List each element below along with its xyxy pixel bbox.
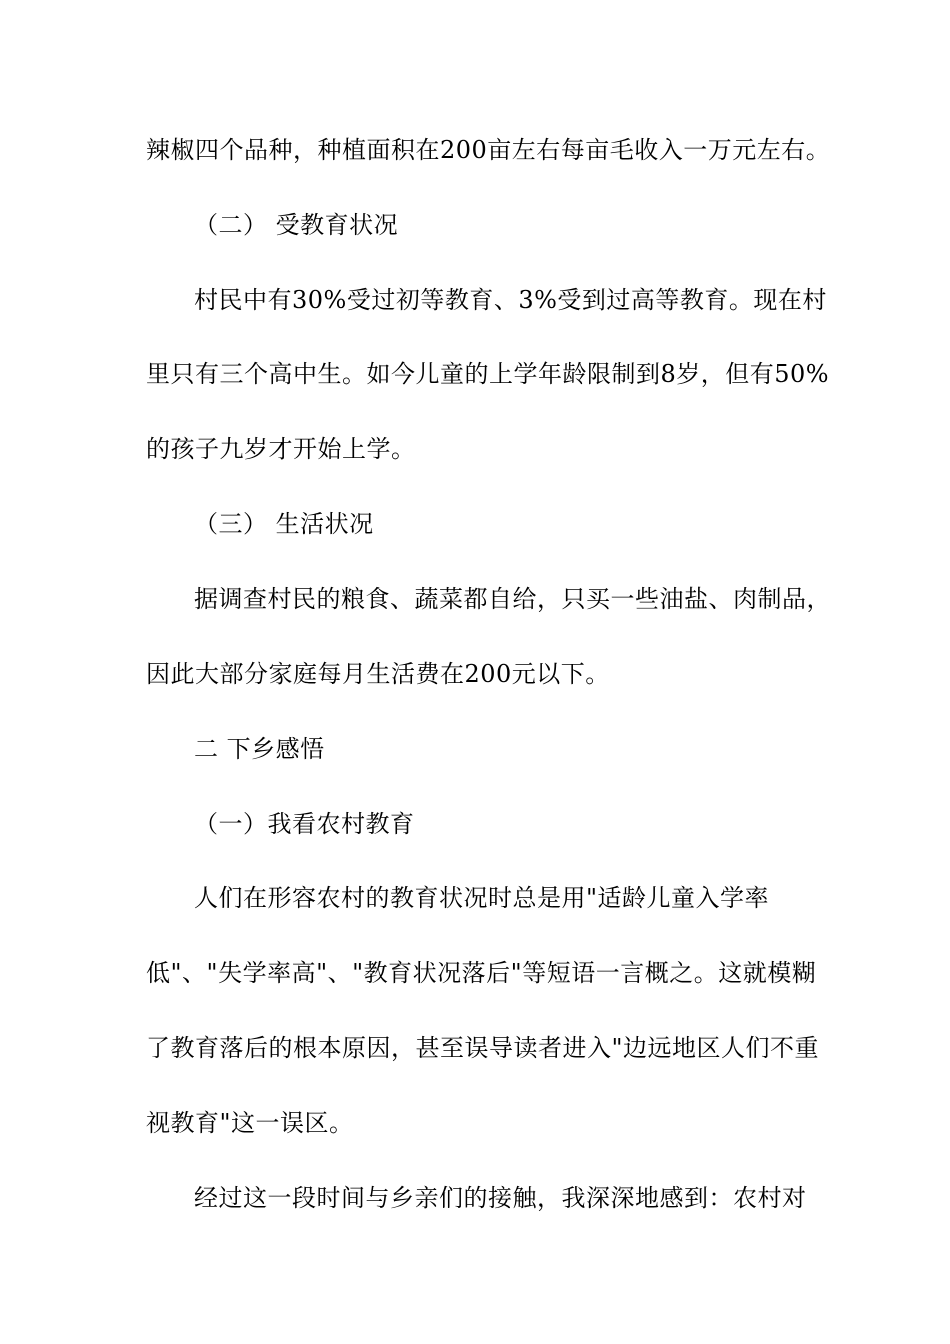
paragraph-line: 的孩子九岁才开始上学。: [146, 435, 416, 463]
chapter-heading: 二 下乡感悟: [194, 735, 325, 763]
paragraph-line: 村民中有30%受过初等教育、3%受到过高等教育。现在村: [194, 286, 827, 314]
paragraph-line: 人们在形容农村的教育状况时总是用"适龄儿童入学率: [194, 884, 770, 912]
paragraph-line: 里只有三个高中生。如今儿童的上学年龄限制到8岁，但有50%: [146, 360, 830, 388]
paragraph-line: 低"、"失学率高"、"教育状况落后"等短语一言概之。这就模糊: [146, 959, 817, 987]
section-heading: （一）我看农村教育: [194, 810, 415, 838]
paragraph-line: 视教育"这一误区。: [146, 1109, 354, 1137]
paragraph-line: 辣椒四个品种，种植面积在200亩左右每亩毛收入一万元左右。: [146, 136, 831, 164]
paragraph-line: 据调查村民的粮食、蔬菜都自给，只买一些油盐、肉制品，: [194, 585, 831, 613]
paragraph-line: 了教育落后的根本原因，甚至误导读者进入"边远地区人们不重: [146, 1034, 820, 1062]
paragraph-line: 因此大部分家庭每月生活费在200元以下。: [146, 660, 610, 688]
section-heading: （二） 受教育状况: [194, 211, 399, 239]
section-heading: （三） 生活状况: [194, 510, 374, 538]
paragraph-line: 经过这一段时间与乡亲们的接触，我深深地感到：农村对: [194, 1184, 807, 1212]
